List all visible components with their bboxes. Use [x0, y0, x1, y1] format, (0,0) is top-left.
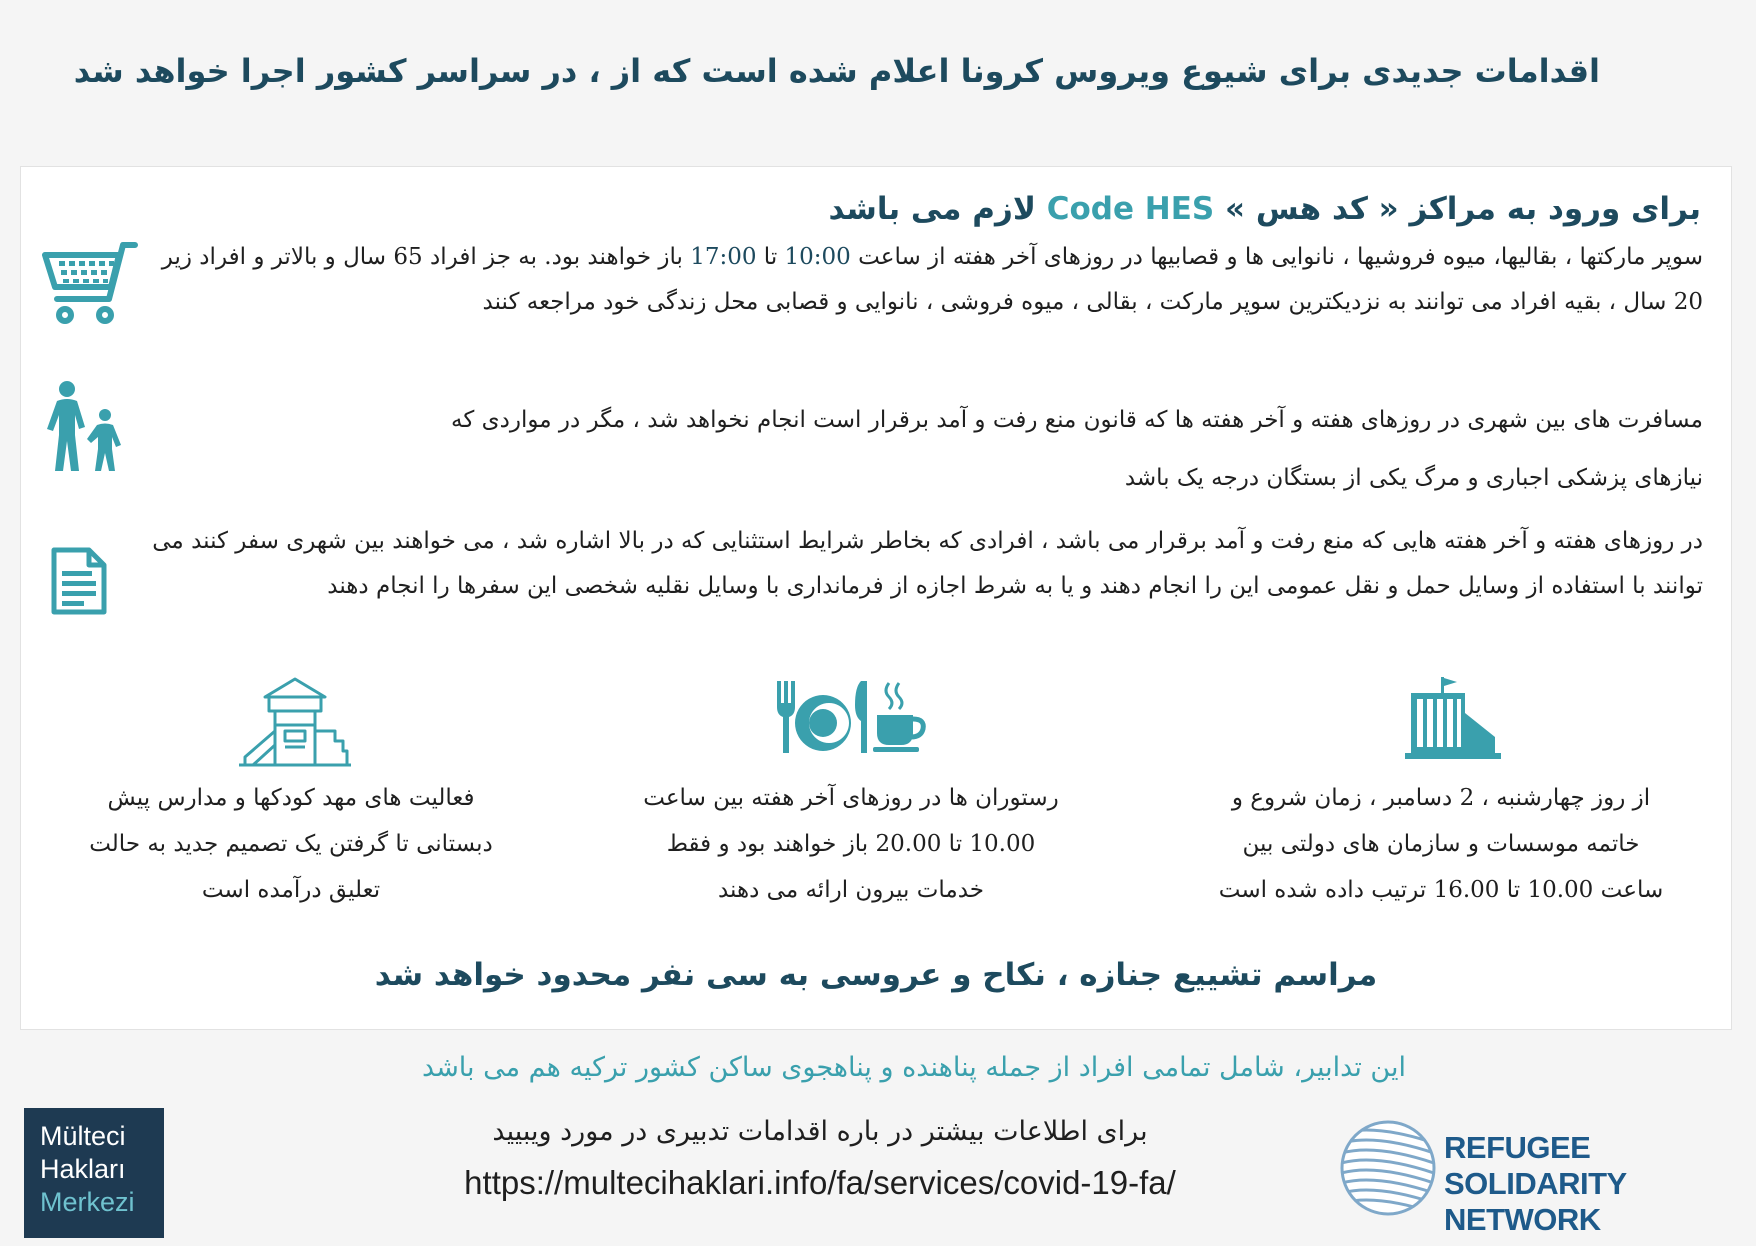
playground-icon: [239, 675, 351, 767]
scope-note: این تدابیر، شامل تمامی افراد از جمله پناهنده و پناهجوی ساکن کشور ترکیه هم می باشد: [422, 1052, 1406, 1083]
kindergarten-text: [21, 775, 561, 913]
more-info-text: برای اطلاعات بیشتر در باره اقدامات تدبیری در مورد ویبیید: [492, 1116, 1148, 1147]
hes-code-heading: [828, 191, 1701, 227]
refugee-solidarity-globe-icon: [1338, 1118, 1438, 1218]
government-line-1: از روز چهارشنبه ، 2 دسامبر ، زمان شروع و: [1231, 785, 1651, 811]
hes-code-label: Code HES: [1046, 191, 1215, 227]
hes-heading-prefix: برای ورود به مراکز « کد هس »: [1214, 191, 1701, 227]
restaurant-cutlery-icon: [773, 675, 933, 755]
government-building-icon: [1405, 677, 1501, 761]
government-line-3: ساعت 10.00 تا 16.00 ترتیب داده شده است: [1218, 877, 1664, 903]
hes-heading-suffix: لازم می باشد: [828, 191, 1047, 227]
travel-line-1: مسافرت های بین شهری در روزهای هفته و آخر هفته ها که قانون منع رفت و آمد برقرار است انجام نخواهد شد ، مگر در مواردی که: [451, 407, 1703, 433]
measures-card: [20, 166, 1732, 1030]
refugee-solidarity-network-logo: [1444, 1130, 1744, 1238]
restaurant-line-3: خدمات بیرون ارائه می دهند: [717, 877, 985, 903]
logo-line-2: Hakları: [40, 1154, 126, 1184]
markets-time-start: 10:00: [784, 244, 851, 270]
multeci-haklari-merkezi-logo: [24, 1108, 164, 1238]
rsn-line-1: REFUGEE SOLIDARITY: [1444, 1130, 1627, 1201]
permission-text: در روزهای هفته و آخر هفته هایی که منع رفت و آمد برقرار می باشد ، افرادی که بخاطر شرایط استثنایی که در بالا اشاره شد ، می خواهند بین شهری سفر کنند می توانند با استفاده از وسایل حمل و نقل عمومی این را انجام دهند و یا به شرط اجازه از فرمانداری با وسایل نقلیه شخصی این سفرها را انجام دهند: [152, 528, 1703, 599]
restaurant-line-1: رستوران ها در روزهای آخر هفته بین ساعت: [643, 785, 1059, 811]
rsn-line-2: NETWORK: [1444, 1202, 1601, 1237]
kindergarten-line-3: تعلیق درآمده است: [201, 877, 381, 903]
page-title: اقدامات جدیدی برای شیوع ویروس کرونا اعلام شده است که از ، در سراسر کشور اجرا خواهد شد: [73, 52, 1600, 90]
restaurant-line-2: 10.00 تا 20.00 باز خواهند بود و فقط: [666, 831, 1036, 857]
permission-paragraph: [143, 519, 1703, 609]
kindergarten-line-2: دبستانی تا گرفتن یک تصمیم جدید به حالت: [89, 831, 493, 857]
ceremony-limit-heading: مراسم تشییع جنازه ، نکاح و عروسی به سی نفر محدود خواهد شد: [374, 957, 1378, 993]
kindergarten-line-1: فعالیت های مهد کودکها و مدارس پیش: [107, 785, 475, 811]
markets-paragraph: [143, 235, 1703, 325]
shopping-cart-icon: [39, 239, 139, 325]
travel-paragraph: [143, 391, 1703, 507]
walking-people-icon: [43, 381, 127, 473]
document-icon: [51, 547, 107, 615]
restaurant-hours-text: [581, 775, 1121, 913]
markets-text-b: تا: [756, 244, 785, 270]
travel-line-2: نیازهای پزشکی اجباری و مرگ یکی از بستگان درجه یک باشد: [1124, 465, 1703, 491]
markets-text-c: باز خواهند بود. به جز افراد 65 سال و بالاتر و افراد زیر 20 سال ، بقیه افراد می توانند به نزدیکترین سوپر مارکت ، بقالی ، میوه فروشی ، نانوایی و قصابی محل زندگی خود مراجعه کنند: [161, 244, 1703, 315]
government-line-2: خاتمه موسسات و سازمان های دولتی بین: [1242, 831, 1640, 857]
logo-line-1: Mülteci: [40, 1121, 126, 1151]
markets-time-end: 17:00: [690, 244, 757, 270]
info-url-link[interactable]: https://multecihaklari.info/fa/services/covid-19-fa/: [464, 1164, 1176, 1201]
logo-line-3: Merkezi: [40, 1187, 135, 1217]
government-hours-text: [1171, 775, 1711, 913]
markets-text-a: سوپر مارکتها ، بقالیها، میوه فروشیها ، نانوایی ها و قصابیها در روزهای آخر هفته از ساعت: [850, 244, 1703, 270]
